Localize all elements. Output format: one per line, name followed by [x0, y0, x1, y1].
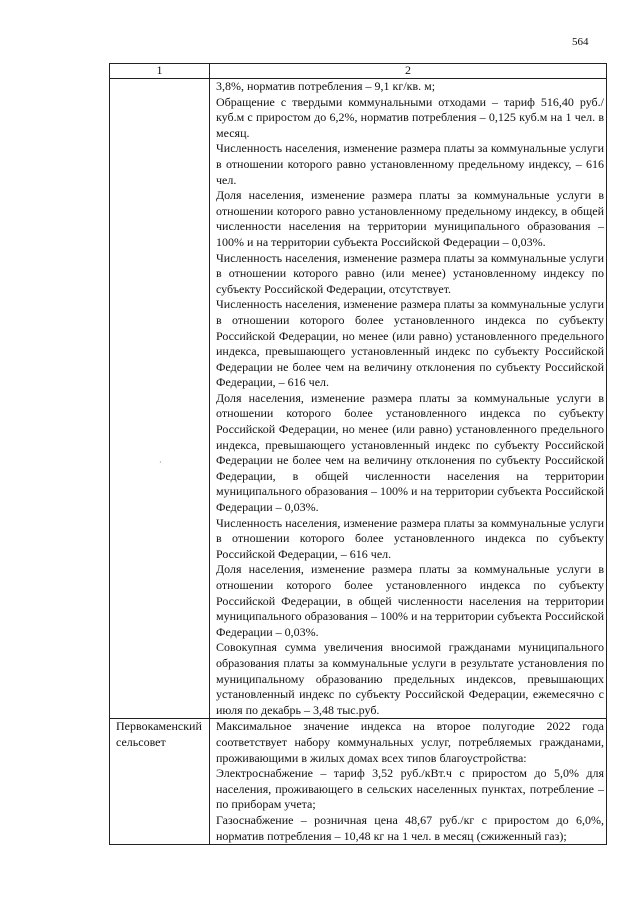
- content-paragraph: Совокупная сумма увеличения вносимой гражданами муниципального образования платы за коммунальные услуги в результате установления по муниципальному образованию предельных индексов, превышающих установленный индекс по субъекту Российской Федерации, ежемесячно с июля по декабрь – 3,48 тыс.руб.: [216, 640, 604, 717]
- content-paragraph: 3,8%, норматив потребления – 9,1 кг/кв. м;: [216, 79, 436, 93]
- content-paragraph: Обращение с твердыми коммунальными отходами – тариф 516,40 руб./куб.м с приростом до 6,2%, норматив потребления – 0,125 куб.м на 1 чел. в месяц.: [216, 94, 604, 140]
- table-header-cell-1: 1: [110, 64, 210, 79]
- table-row: [110, 719, 607, 845]
- content-cell: [210, 719, 607, 845]
- content-cell: [210, 79, 607, 719]
- content-paragraph: Численность населения, изменение размера платы за коммунальные услуги в отношении которого равно (или менее) установленному индексу по субъекту Российской Федерации, отсутствует.: [216, 250, 604, 296]
- content-paragraph: Численность населения, изменение размера платы за коммунальные услуги в отношении которого равно установленному предельному индексу, – 616 чел.: [216, 141, 604, 187]
- table-row: [110, 79, 607, 719]
- page-number: 564: [572, 36, 589, 48]
- district-cell: [110, 79, 210, 719]
- scan-speck: ·: [159, 458, 162, 467]
- table-header-cell-2: 2: [210, 64, 607, 79]
- district-cell: Первокаменский сельсовет: [110, 719, 210, 845]
- content-paragraph: Численность населения, изменение размера платы за коммунальные услуги в отношении которого более установленного индекса по субъекту Российской Федерации, – 616 чел.: [216, 515, 604, 561]
- content-paragraph: Газоснабжение – розничная цена 48,67 руб./кг с приростом до 6,0%, норматив потребления – 10,48 кг на 1 чел. в месяц (сжиженный газ);: [216, 812, 604, 843]
- content-paragraph: Доля населения, изменение размера платы за коммунальные услуги в отношении которого более установленного индекса по субъекту Российской Федерации, но менее (или равно) установленного предельного индекса, превышающего установленный индекс по субъекту Российской Федерации не более чем на величину отклонения по субъекту Российской Федерации, в общей численности населения на территории муниципального образования – 100% и на территории субъекта Российской Федерации – 0,03%.: [216, 390, 604, 515]
- content-paragraph: Электроснабжение – тариф 3,52 руб./кВт.ч с приростом до 5,0% для населения, проживающего в сельских населенных пунктах, потребление – по приборам учета;: [216, 766, 604, 812]
- content-paragraph: Максимальное значение индекса на второе полугодие 2022 года соответствует набору коммунальных услуг, потребляемых гражданами, проживающими в жилых домах всех типов благоустройства:: [216, 719, 604, 765]
- document-table: [109, 63, 607, 845]
- content-paragraph: Доля населения, изменение размера платы за коммунальные услуги в отношении которого более установленного индекса по субъекту Российской Федерации, в общей численности населения на территории муниципального образования – 100% и на территории субъекта Российской Федерации – 0,03%.: [216, 562, 604, 639]
- content-paragraph: Численность населения, изменение размера платы за коммунальные услуги в отношении которого более установленного индекса по субъекту Российской Федерации, но менее (или равно) установленного предельного индекса, превышающего установленный индекс по субъекту Российской Федерации не более чем на величину отклонения по субъекту Российской Федерации, – 616 чел.: [216, 297, 604, 390]
- table-header-row: [110, 64, 607, 79]
- content-paragraph: Доля населения, изменение размера платы за коммунальные услуги в отношении которого равно установленному предельному индексу, в общей численности населения на территории муниципального образования – 100% и на территории субъекта Российской Федерации – 0,03%.: [216, 188, 604, 249]
